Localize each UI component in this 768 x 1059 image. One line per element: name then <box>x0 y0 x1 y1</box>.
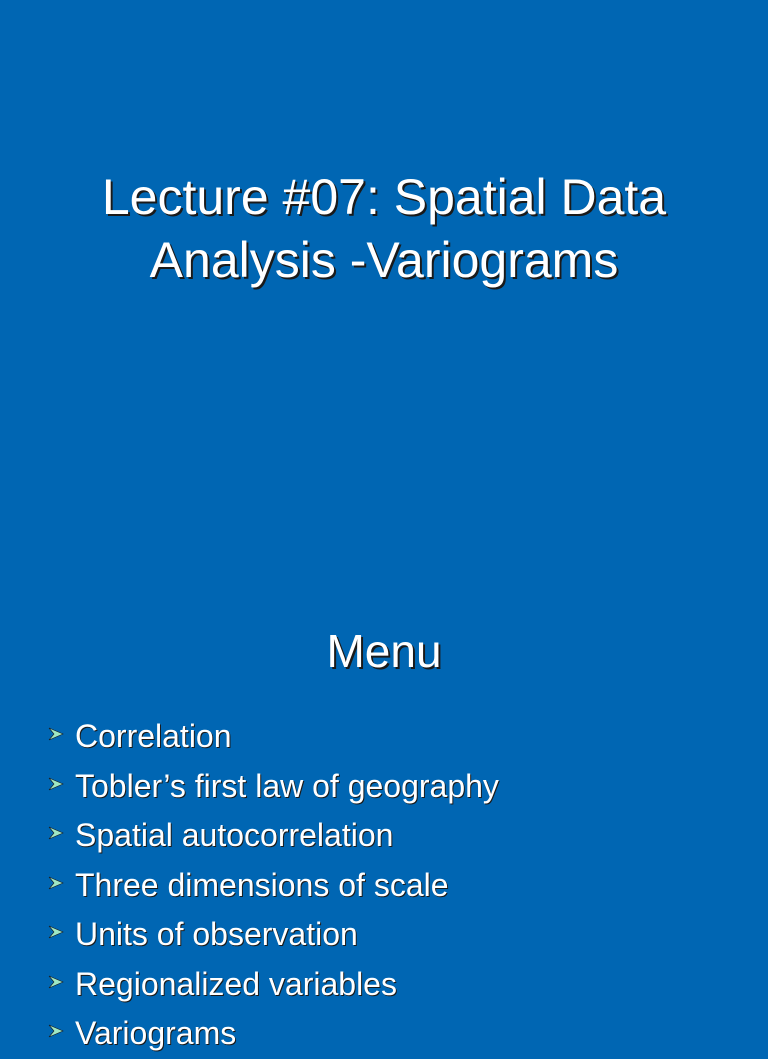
menu-item-label: Units of observation <box>75 916 358 952</box>
slide-title <box>0 166 768 292</box>
arrowhead-bullet-icon <box>48 925 64 939</box>
title-line-1: Lecture #07: Spatial Data <box>101 169 667 225</box>
menu-item-spatial-autocorrelation <box>0 811 768 861</box>
arrowhead-bullet-icon <box>48 727 64 741</box>
menu-item-regionalized-variables <box>0 960 768 1010</box>
arrowhead-bullet-icon <box>48 975 64 989</box>
menu-heading: Menu <box>326 625 442 677</box>
menu-item-label: Regionalized variables <box>75 965 397 1002</box>
menu-item-variograms <box>0 1009 768 1059</box>
menu-item-label: Spatial autocorrelation <box>75 817 394 853</box>
menu-item-correlation <box>0 712 768 762</box>
arrowhead-bullet-icon <box>48 1024 64 1038</box>
menu-item-label: Correlation <box>75 718 232 754</box>
arrowhead-bullet-icon <box>48 876 64 890</box>
menu-list <box>0 712 768 1059</box>
menu-item-toblers-law <box>0 762 768 812</box>
arrowhead-bullet-icon <box>48 826 64 840</box>
menu-item-label: Three dimensions of scale <box>75 866 449 903</box>
menu-item-label: Variograms <box>75 1015 237 1051</box>
menu-item-three-dimensions <box>0 861 768 911</box>
menu-item-units-of-observation <box>0 910 768 960</box>
menu-item-label: Tobler’s first law of geography <box>75 767 499 804</box>
arrowhead-bullet-icon <box>48 777 64 791</box>
title-line-2: Analysis -Variograms <box>149 232 619 288</box>
